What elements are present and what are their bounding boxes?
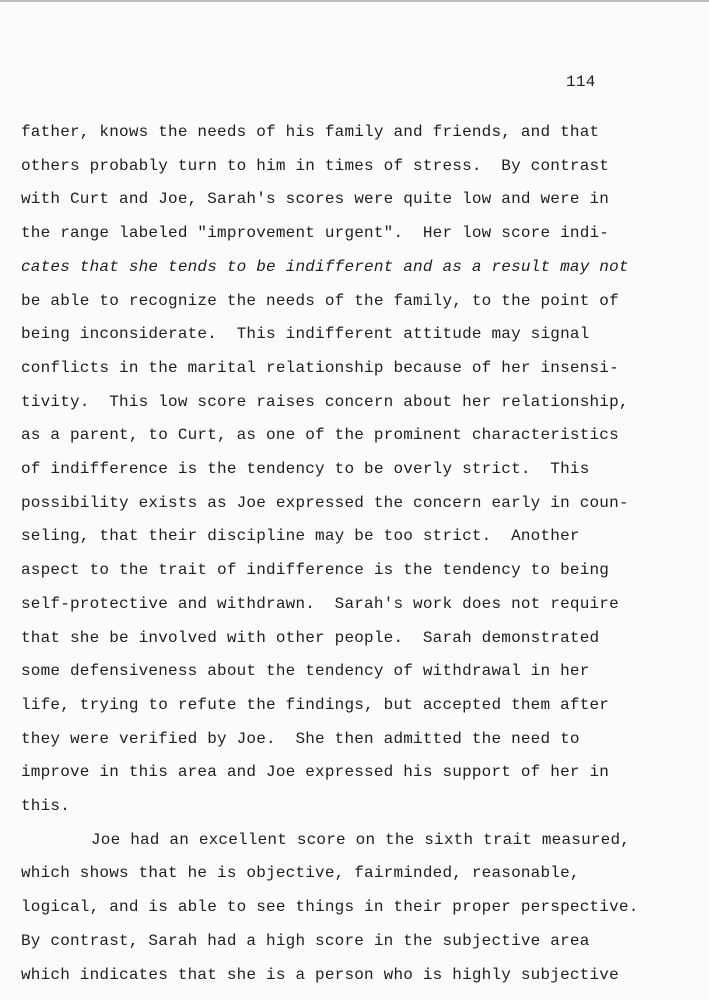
text-line: with Curt and Joe, Sarah's scores were quite low and were in xyxy=(21,190,610,209)
text-line: self-protective and withdrawn. Sarah's work does not require xyxy=(21,594,619,613)
text-line: the range labeled "improvement urgent". Her low score indi- xyxy=(21,224,610,243)
text-line: possibility exists as Joe expressed the concern early in coun- xyxy=(21,493,629,512)
top-rule xyxy=(0,0,709,2)
text-line: seling, that their discipline may be too strict. Another xyxy=(21,527,580,546)
text-line: aspect to the trait of indifference is the tendency to being xyxy=(21,561,610,580)
text-line: which indicates that she is a person who is highly subjective xyxy=(21,965,619,984)
text-line: Joe had an excellent score on the sixth trait measured, xyxy=(91,830,631,849)
text-line: others probably turn to him in times of stress. By contrast xyxy=(21,156,610,175)
text-line: logical, and is able to see things in their proper perspective. xyxy=(21,898,639,917)
text-line: conflicts in the marital relationship because of her insensi- xyxy=(21,358,619,377)
text-line: of indifference is the tendency to be overly strict. This xyxy=(21,460,590,478)
text-line: which shows that he is objective, fairminded, reasonable, xyxy=(21,864,580,883)
page-number: 114 xyxy=(566,73,596,91)
text-line: this. xyxy=(21,797,71,815)
text-line: improve in this area and Joe expressed his support of her in xyxy=(21,763,610,782)
text-line: life, trying to refute the findings, but accepted them after xyxy=(21,695,610,714)
text-line: that she be involved with other people. Sarah demonstrated xyxy=(21,628,600,647)
text-line: father, knows the needs of his family and friends, and that xyxy=(21,123,600,141)
text-line: as a parent, to Curt, as one of the prominent characteristics xyxy=(21,426,619,445)
text-line: be able to recognize the needs of the family, to the point of xyxy=(21,291,619,310)
text-line: some defensiveness about the tendency of withdrawal in her xyxy=(21,662,590,681)
text-line: they were verified by Joe. She then admitted the need to xyxy=(21,729,580,748)
text-line: cates that she tends to be indifferent and as a result may not xyxy=(21,257,629,276)
text-line: tivity. This low score raises concern about her relationship, xyxy=(21,392,629,411)
text-line: By contrast, Sarah had a high score in the subjective area xyxy=(21,931,590,950)
text-line: being inconsiderate. This indifferent attitude may signal xyxy=(21,325,590,344)
